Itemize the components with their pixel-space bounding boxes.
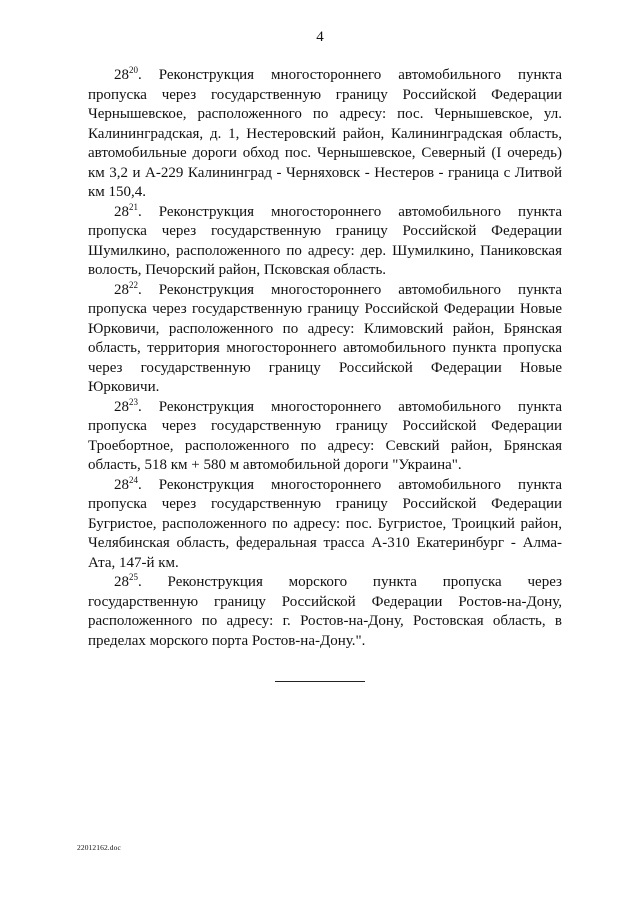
item-number-superscript: 22: [129, 279, 138, 290]
paragraph-28-21: [88, 203, 562, 281]
end-divider-line: [275, 681, 365, 682]
item-number-superscript: 24: [129, 474, 138, 485]
paragraph-28-25: [88, 573, 562, 651]
document-body: [88, 66, 562, 651]
item-number-base: 28: [114, 574, 129, 590]
item-number: [114, 67, 138, 83]
paragraph-28-23: [88, 398, 562, 476]
paragraph-28-24: [88, 476, 562, 574]
item-number: [114, 396, 138, 415]
item-number-base: 28: [114, 203, 129, 220]
paragraph-28-22: [88, 281, 562, 398]
item-number-base: 28: [114, 67, 129, 83]
item-number: [114, 474, 138, 493]
item-number-superscript: 25: [129, 572, 138, 582]
item-number-superscript: 21: [129, 201, 138, 212]
paragraph-text: . Реконструкция морского пункта пропуска через государственную границу Российской Федерации Ростов-на-Дону, расположенного по адресу: г. Ростов-на-Дону, Ростовская область, в пределах морского порта Ростов-на-Дону.".: [88, 574, 562, 649]
paragraph-text: . Реконструкция многостороннего автомобильного пункта пропуска через государственную границу Российской Федерации Новые Юрковичи, расположенного по адресу: Климовский район, Брянская область, территория многостороннего автомобильного пункта пропуска через государственную границу Российской Федерации Новые Юрковичи.: [88, 281, 562, 395]
paragraph-text: . Реконструкция многостороннего автомобильного пункта пропуска через государственную границу Российской Федерации Бугристое, расположенного по адресу: пос. Бугристое, Троицкий район, Челябинская область, федеральная трасса А-310 Екатеринбург - Алма-Ата, 147-й км.: [88, 476, 562, 571]
footer-filename: 22012162.doc: [77, 843, 121, 852]
item-number: [114, 279, 138, 298]
paragraph-text: . Реконструкция многостороннего автомобильного пункта пропуска через государственную границу Российской Федерации Чернышевское, расположенного по адресу: пос. Чернышевское, ул. Калининградская, д. 1, Нестеровский район, Калининградская область, автомобильные дороги обход пос. Чернышевское, Северный (I очередь) км 3,2 и А-229 Калининград - Черняховск - Нестеров - граница с Литвой км 150,4.: [88, 67, 562, 200]
paragraph-text: . Реконструкция многостороннего автомобильного пункта пропуска через государственную границу Российской Федерации Шумилкино, расположенного по адресу: дер. Шумилкино, Паниковская волость, Печорский район, Псковская область.: [88, 203, 562, 278]
item-number-base: 28: [114, 398, 129, 415]
item-number-base: 28: [114, 281, 129, 298]
page-number: 4: [316, 29, 324, 45]
item-number-base: 28: [114, 476, 129, 493]
item-number-superscript: 20: [129, 65, 138, 75]
paragraph-28-20: [88, 66, 562, 203]
paragraph-text: . Реконструкция многостороннего автомобильного пункта пропуска через государственную границу Российской Федерации Троебортное, расположенного по адресу: Севский район, Брянская область, 518 км + 580 м автомобильной дороги "Украина".: [88, 398, 562, 473]
item-number: [114, 201, 138, 220]
item-number-superscript: 23: [129, 396, 138, 407]
item-number: [114, 574, 138, 590]
